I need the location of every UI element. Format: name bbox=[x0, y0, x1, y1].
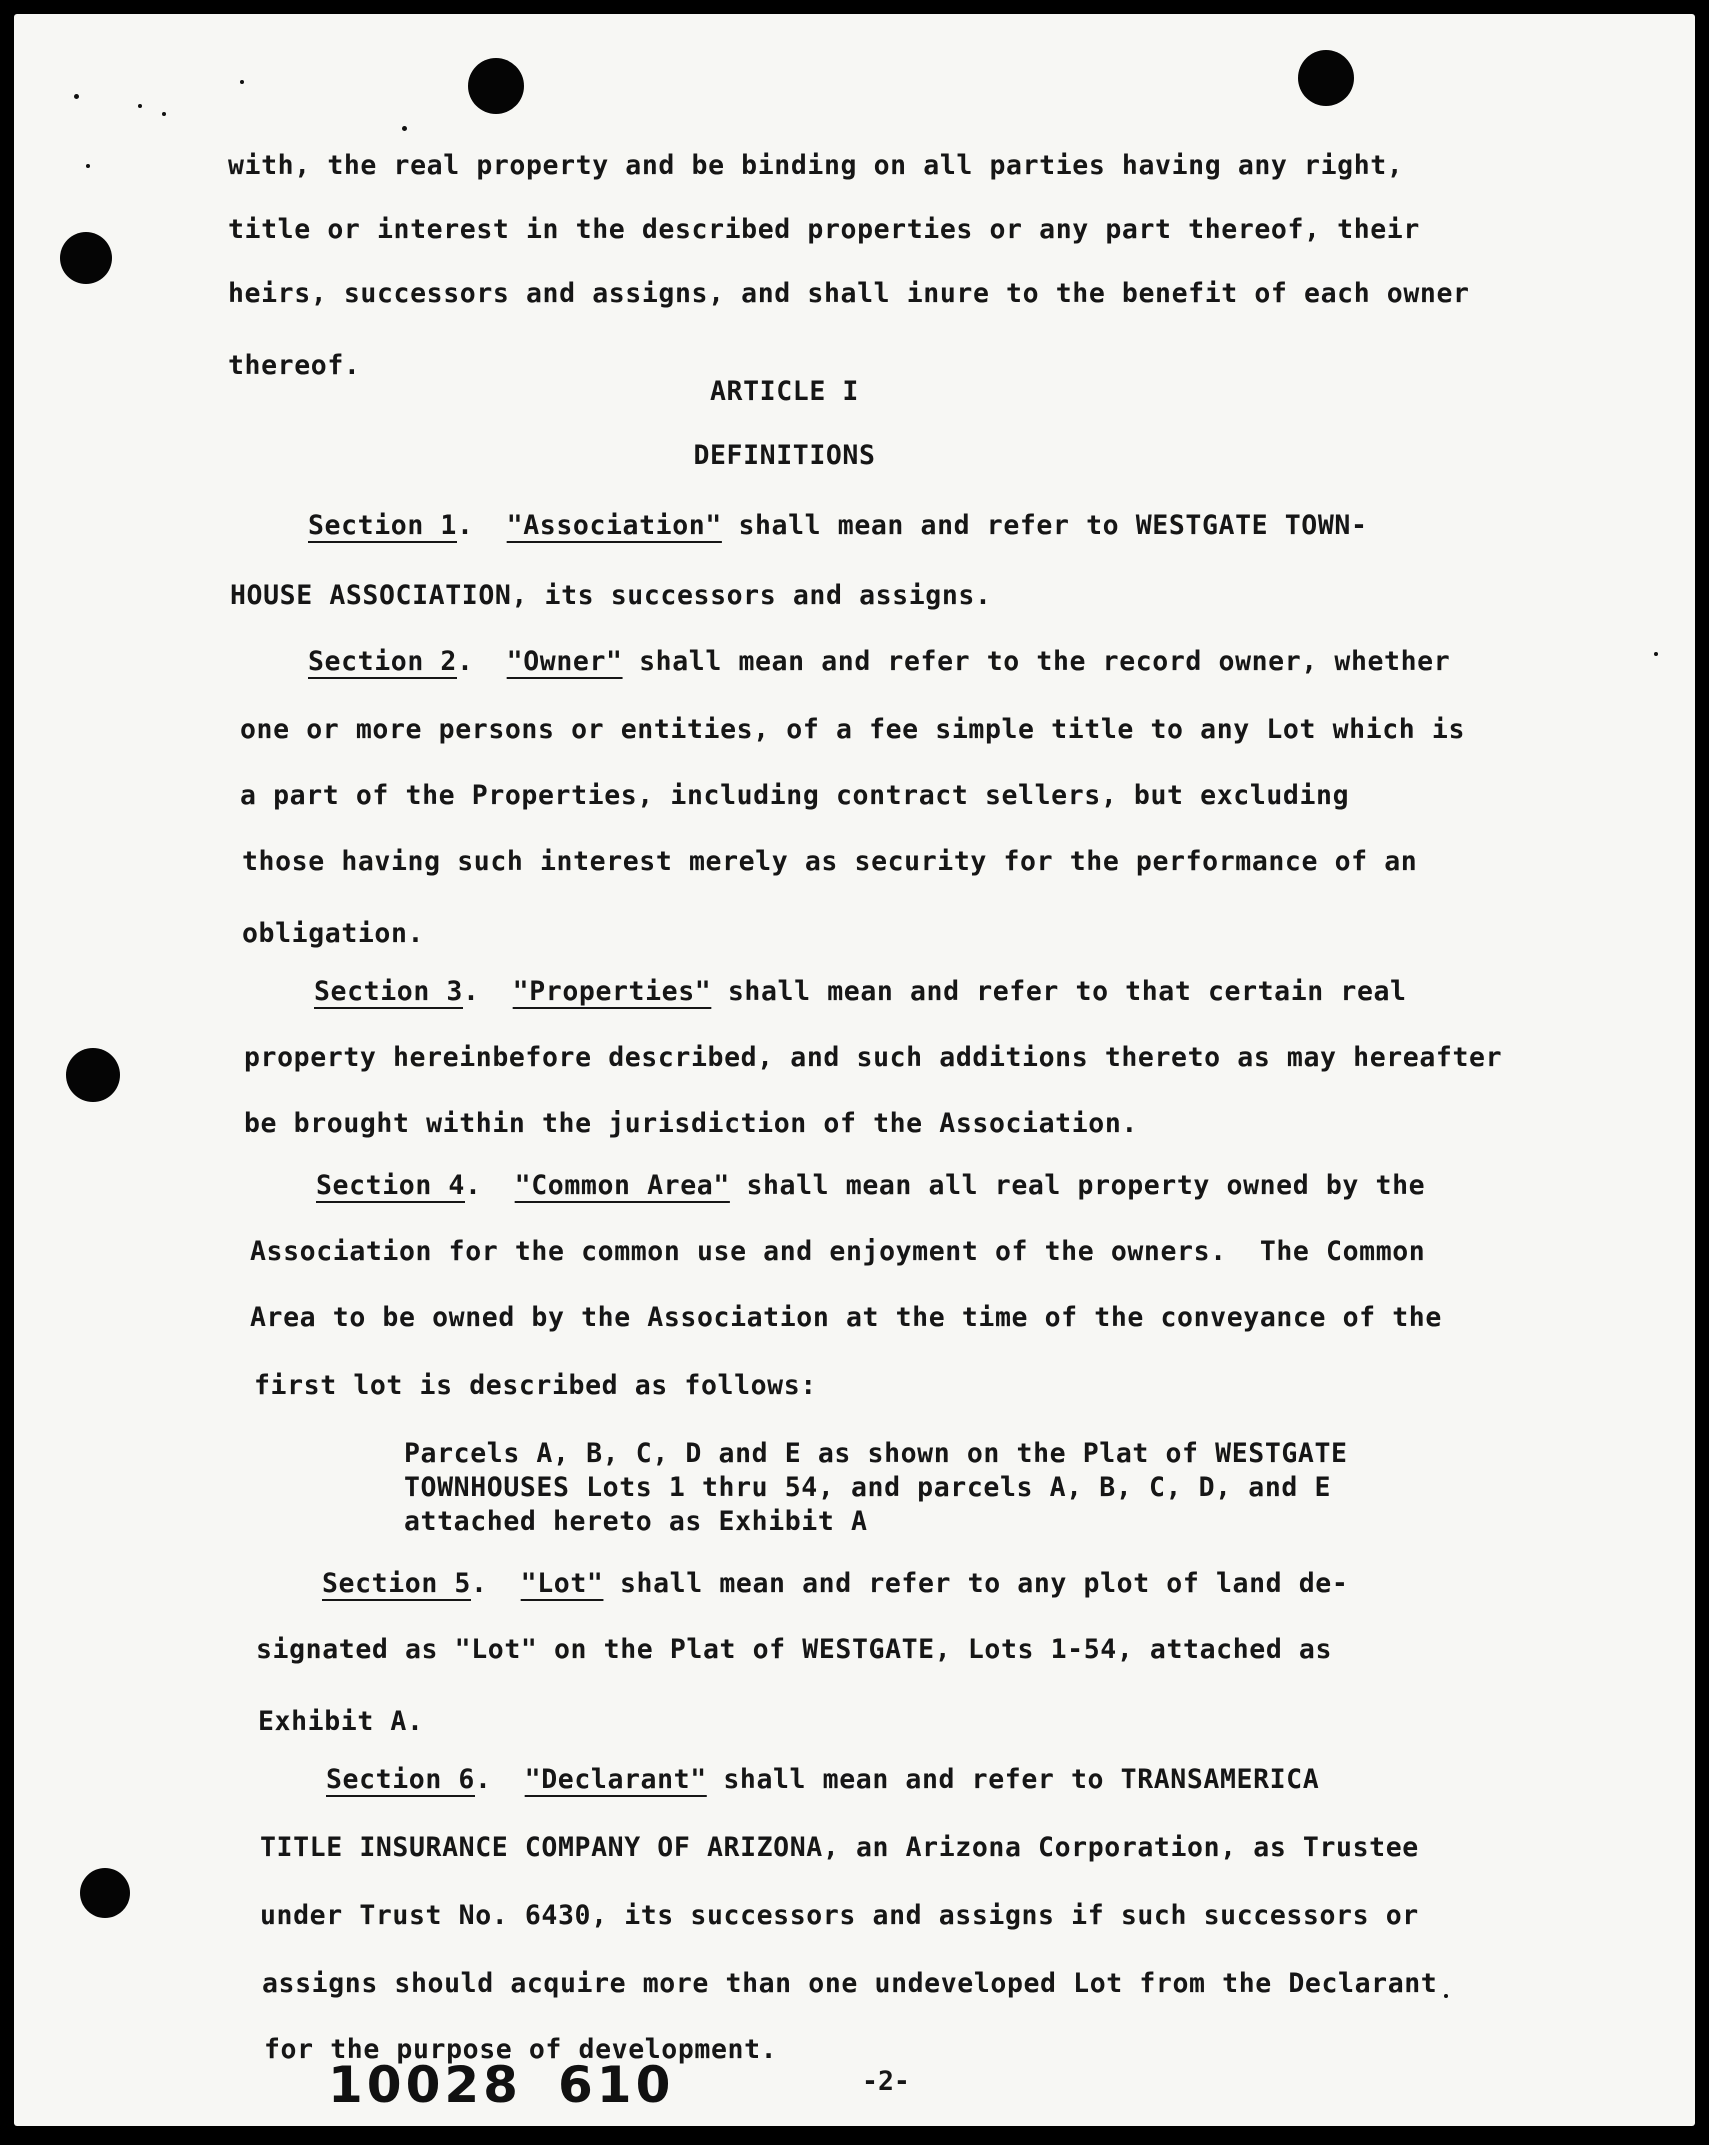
section-4-term: "Common Area" bbox=[514, 1170, 730, 1201]
section-1-term: "Association" bbox=[506, 510, 722, 541]
section-3-term: "Properties" bbox=[512, 976, 712, 1007]
page-reference-number: 610 bbox=[558, 2056, 675, 2114]
scan-speck bbox=[402, 126, 407, 131]
section-5-line: signated as "Lot" on the Plat of WESTGATE, Lots 1-54, attached as bbox=[256, 1634, 1333, 1665]
section-1-first-line: Section 1. "Association" shall mean and refer to WESTGATE TOWN- bbox=[308, 510, 1368, 541]
section-4-text: shall mean all real property owned by the bbox=[729, 1170, 1426, 1201]
section-1-text: shall mean and refer to WESTGATE TOWN- bbox=[721, 510, 1368, 541]
section-6-line: assigns should acquire more than one undeveloped Lot from the Declarant bbox=[262, 1968, 1438, 1999]
section-3-line: property hereinbefore described, and such additions thereto as may hereafter bbox=[244, 1042, 1503, 1073]
section-4-first-line: Section 4. "Common Area" shall mean all real property owned by the bbox=[316, 1170, 1426, 1201]
punch-hole-left-lower bbox=[80, 1868, 130, 1918]
article-title: DEFINITIONS bbox=[693, 440, 876, 471]
section-5-label: Section 5 bbox=[322, 1568, 471, 1599]
intro-line: title or interest in the described properties or any part thereof, their bbox=[228, 214, 1420, 245]
section-3-label: Section 3 bbox=[314, 976, 463, 1007]
scan-speck bbox=[1444, 1994, 1448, 1998]
section-4-quote-line: attached hereto as Exhibit A bbox=[404, 1506, 868, 1537]
section-1-label: Section 1 bbox=[308, 510, 457, 541]
section-6-first-line: Section 6. "Declarant" shall mean and refer to TRANSAMERICA bbox=[326, 1764, 1320, 1795]
page-number: -2- bbox=[862, 2066, 910, 2097]
intro-line: heirs, successors and assigns, and shall inure to the benefit of each owner bbox=[228, 278, 1470, 309]
scan-speck bbox=[162, 112, 166, 116]
punch-hole-top-left bbox=[468, 58, 524, 114]
section-6-term: "Declarant" bbox=[524, 1764, 707, 1795]
section-5-text: shall mean and refer to any plot of land de- bbox=[603, 1568, 1349, 1599]
section-3-text: shall mean and refer to that certain real bbox=[711, 976, 1407, 1007]
section-6-line: for the purpose of development. bbox=[264, 2034, 778, 2065]
section-5-line: Exhibit A. bbox=[258, 1706, 424, 1737]
scan-speck bbox=[138, 104, 142, 108]
section-4-line: Association for the common use and enjoyment of the owners. The Common bbox=[250, 1236, 1426, 1267]
section-3-line: be brought within the jurisdiction of the Association. bbox=[244, 1108, 1138, 1139]
article-number: ARTICLE I bbox=[710, 376, 859, 407]
intro-line: with, the real property and be binding on all parties having any right, bbox=[228, 150, 1404, 181]
punch-hole-left-upper bbox=[60, 232, 112, 284]
section-4-quote-line: TOWNHOUSES Lots 1 thru 54, and parcels A, B, C, D, and E bbox=[404, 1472, 1332, 1503]
section-5-term: "Lot" bbox=[520, 1568, 604, 1599]
scan-speck bbox=[86, 164, 90, 168]
section-4-line: first lot is described as follows: bbox=[254, 1370, 817, 1401]
intro-line: thereof. bbox=[228, 350, 361, 381]
section-2-term: "Owner" bbox=[506, 646, 623, 677]
section-2-label: Section 2 bbox=[308, 646, 457, 677]
section-2-line: obligation. bbox=[242, 918, 425, 949]
section-6-text: shall mean and refer to TRANSAMERICA bbox=[706, 1764, 1320, 1795]
scan-speck bbox=[240, 80, 244, 84]
scan-speck bbox=[1654, 652, 1658, 656]
section-1-line: HOUSE ASSOCIATION, its successors and assigns. bbox=[230, 580, 992, 611]
punch-hole-left-middle bbox=[66, 1048, 120, 1102]
section-4-line: Area to be owned by the Association at the time of the conveyance of the bbox=[250, 1302, 1442, 1333]
section-2-line: those having such interest merely as security for the performance of an bbox=[242, 846, 1418, 877]
section-6-label: Section 6 bbox=[326, 1764, 475, 1795]
section-2-line: one or more persons or entities, of a fee simple title to any Lot which is bbox=[240, 714, 1466, 745]
docket-number: 10028 bbox=[328, 2056, 522, 2114]
section-3-first-line: Section 3. "Properties" shall mean and refer to that certain real bbox=[314, 976, 1407, 1007]
section-2-line: a part of the Properties, including contract sellers, but excluding bbox=[240, 780, 1350, 811]
section-6-line: under Trust No. 6430, its successors and assigns if such successors or bbox=[260, 1900, 1419, 1931]
punch-hole-top-right bbox=[1298, 50, 1354, 106]
section-4-label: Section 4 bbox=[316, 1170, 465, 1201]
section-5-first-line: Section 5. "Lot" shall mean and refer to any plot of land de- bbox=[322, 1568, 1349, 1599]
section-2-text: shall mean and refer to the record owner, whether bbox=[622, 646, 1451, 677]
scan-speck bbox=[74, 94, 79, 99]
document-page bbox=[14, 14, 1695, 2126]
section-6-line: TITLE INSURANCE COMPANY OF ARIZONA, an Arizona Corporation, as Trustee bbox=[260, 1832, 1419, 1863]
section-4-quote-line: Parcels A, B, C, D and E as shown on the Plat of WESTGATE bbox=[404, 1438, 1348, 1469]
section-2-first-line: Section 2. "Owner" shall mean and refer to the record owner, whether bbox=[308, 646, 1451, 677]
